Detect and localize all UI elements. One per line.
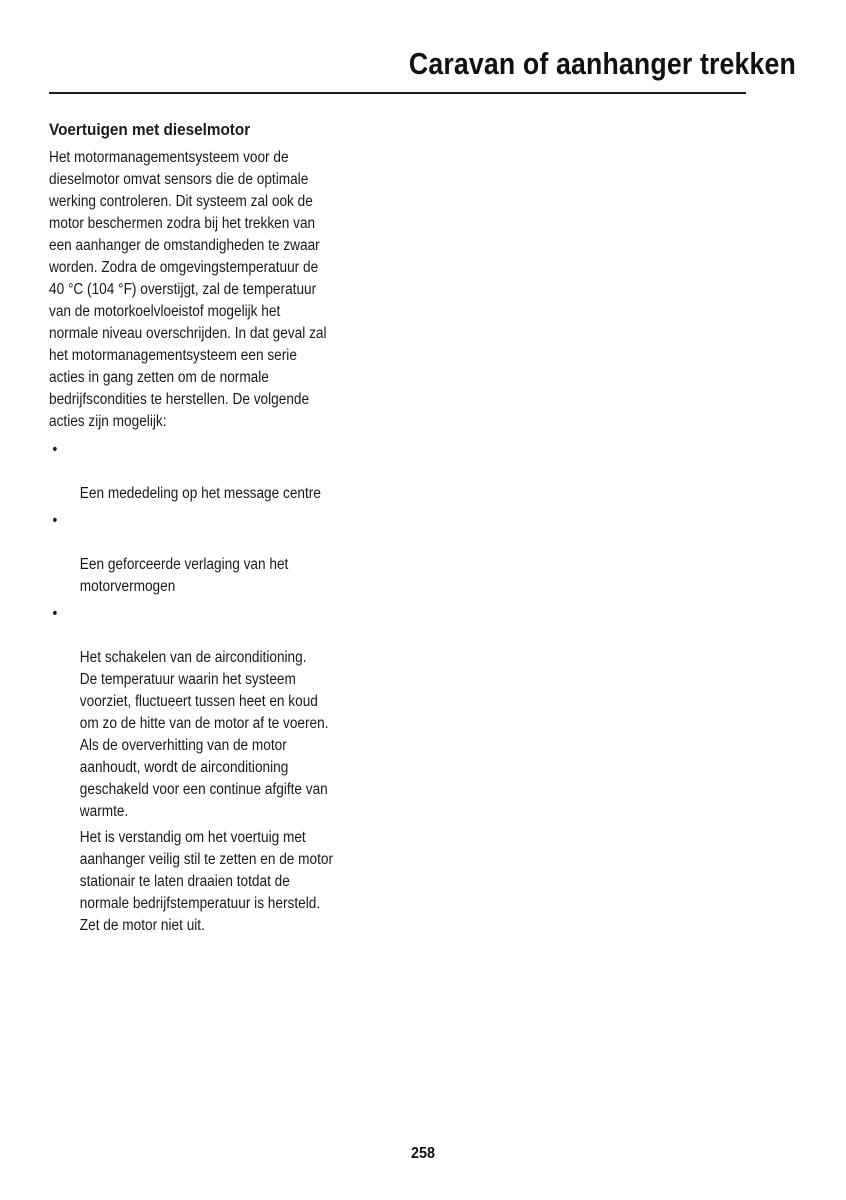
intro-paragraph: Het motormanagementsysteem voor de dieselmotor omvat sensors die de optimale werking controleren. Dit systeem zal ook de motor beschermen zodra bij het trekken van een aanhanger de omstandigheden te zwaar worden. Zodra de omgevingstemperatuur de 40 °C (104 °F) overstijgt, zal de temperatuur van de motorkoelvloeistof mogelijk het normale niveau overschrijden. In dat geval zal het motormanagementsysteem een serie acties in gang zetten om de normale bedrijfscondities te herstellen. De volgende acties zijn mogelijk:	[49, 149, 327, 430]
bullet-icon: •	[52, 605, 58, 622]
section-heading: Voertuigen met dieselmotor	[49, 120, 251, 139]
list-item	[49, 510, 376, 598]
list-item-text: Een geforceerde verlaging van het motorvermogen	[79, 556, 289, 595]
list-item-text: Een mededeling op het message centre	[79, 485, 321, 502]
action-list	[49, 439, 376, 959]
page-number: 258	[410, 1145, 436, 1162]
title-divider	[49, 92, 746, 94]
main-content	[49, 119, 389, 964]
bullet-icon: •	[52, 441, 58, 458]
list-item-text: Het schakelen van de airconditioning. De temperatuur waarin het systeem voorziet, fluctueert tussen heet en koud om zo de hitte van de motor af te voeren. Als de oververhitting van de motor aanhoudt, wordt de airconditioning geschakeld voor een continue afgifte van warmte.	[79, 649, 329, 820]
list-item	[49, 439, 376, 505]
list-item-followup: Het is verstandig om het voertuig met aanhanger veilig stil te zetten en de motor stationair te laten draaien totdat de normale bedrijfstemperatuur is hersteld. Zet de motor niet uit.	[79, 829, 334, 934]
list-item	[49, 603, 376, 959]
bullet-icon: •	[52, 512, 58, 529]
page-title: Caravan of aanhanger trekken	[408, 46, 796, 81]
